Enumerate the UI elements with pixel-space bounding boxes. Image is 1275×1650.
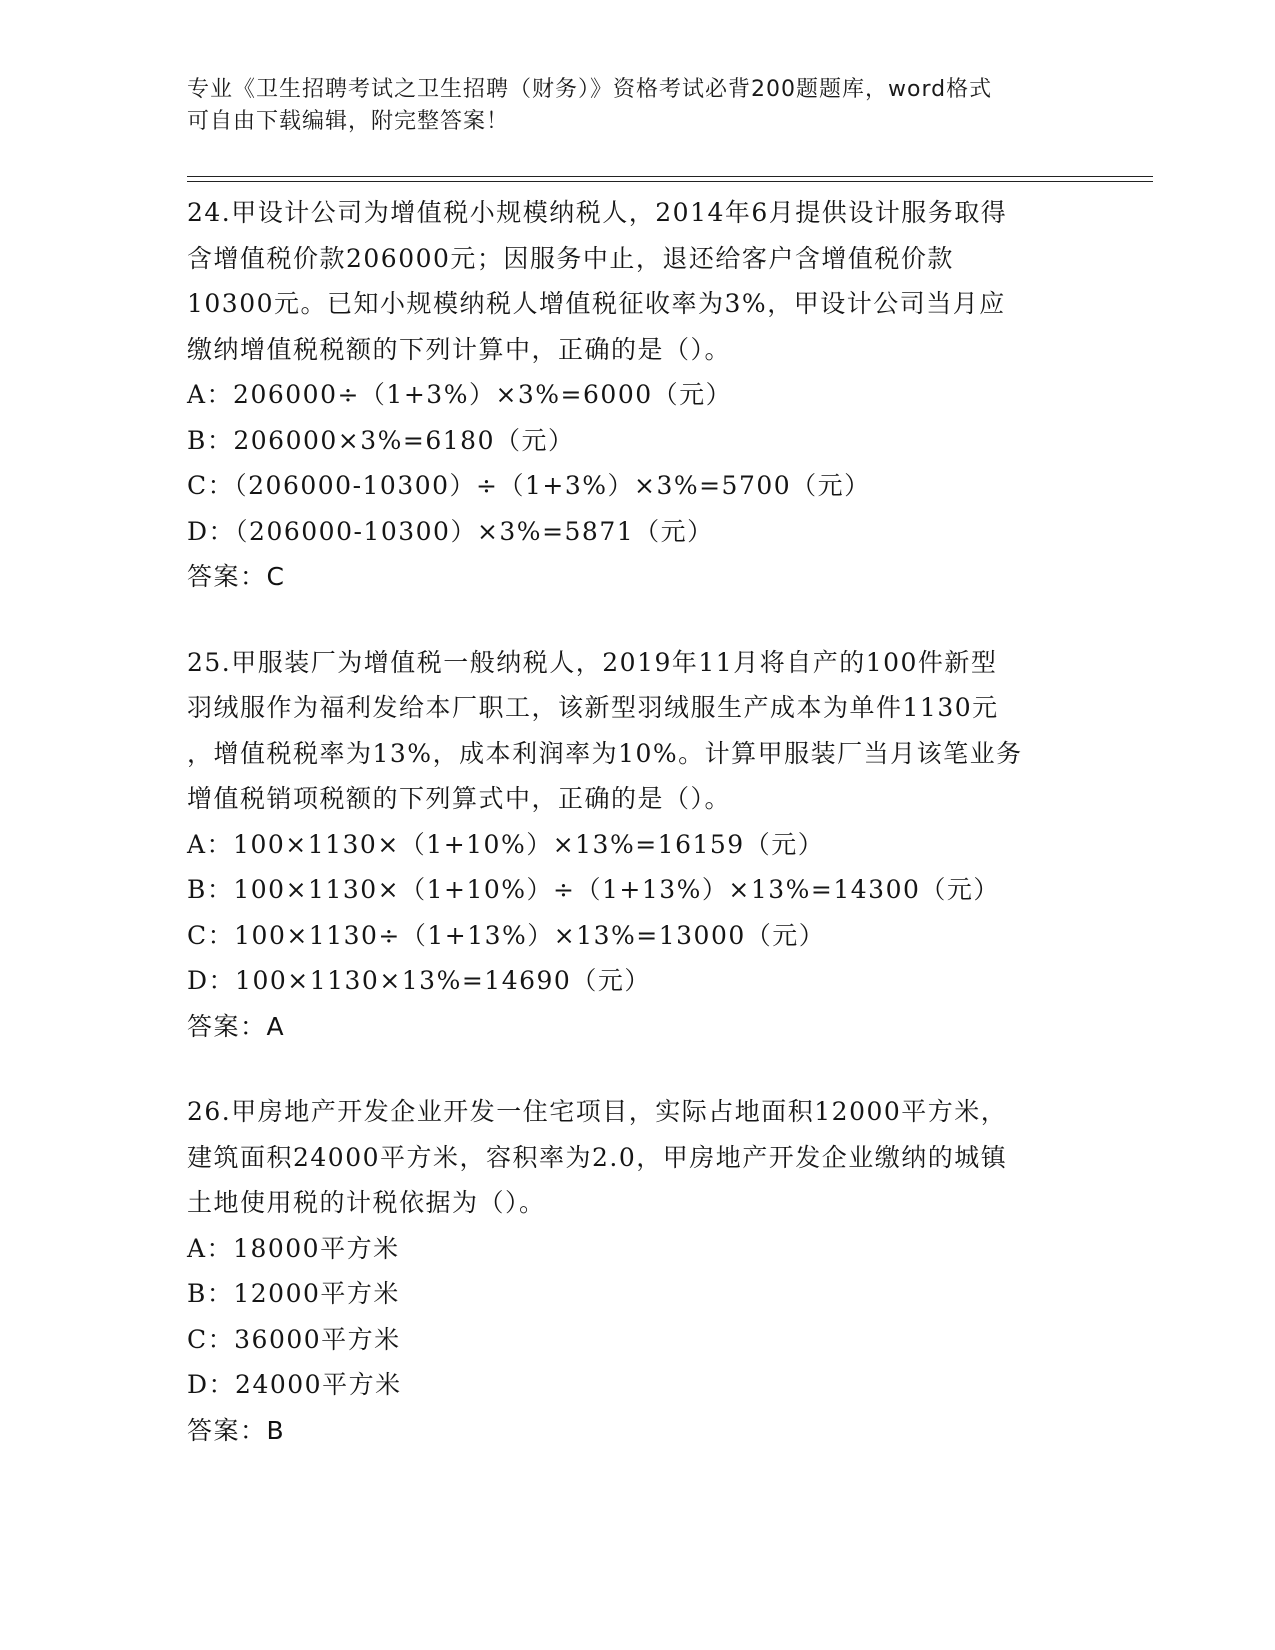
stem-line: ，增值税税率为13%，成本利润率为10%。计算甲服装厂当月该笔业务	[187, 738, 1023, 768]
answer-line: 答案：B	[187, 1415, 286, 1445]
option-c: C：36000平方米	[187, 1324, 401, 1354]
option-d: D：24000平方米	[187, 1370, 402, 1399]
header-line-1: 专业《卫生招聘考试之卫生招聘（财务）》资格考试必背200题题库，word格式	[187, 77, 993, 102]
question-24	[187, 190, 1087, 600]
question-stem	[187, 640, 1087, 822]
option-b: B：206000×3%=6180（元）	[187, 425, 575, 455]
header-line-2: 可自由下载编辑，附完整答案！	[187, 109, 510, 134]
stem-line: 含增值税价款206000元；因服务中止，退还给客户含增值税价款	[187, 243, 954, 273]
option-d: D：100×1130×13%=14690（元）	[187, 966, 651, 995]
option-d: D：（206000-10300）×3%=5871（元）	[187, 516, 714, 546]
option-a: A：100×1130×（1+10%）×13%=16159（元）	[187, 829, 825, 859]
question-stem	[187, 190, 1087, 372]
option-c: C：100×1130÷（1+13%）×13%=13000（元）	[187, 920, 826, 950]
option-b: B：100×1130×（1+10%）÷（1+13%）×13%=14300（元）	[187, 875, 1000, 904]
stem-line: 土地使用税的计税依据为（）。	[187, 1188, 546, 1217]
answer-line: 答案：C	[187, 562, 286, 591]
question-26	[187, 1089, 1087, 1453]
option-b: B：12000平方米	[187, 1279, 400, 1308]
stem-line: 25.甲服装厂为增值税一般纳税人，2019年11月将自产的100件新型	[187, 647, 998, 677]
option-a: A：206000÷（1+3%）×3%=6000（元）	[187, 380, 733, 409]
stem-line: 增值税销项税额的下列算式中，正确的是（）。	[187, 784, 732, 813]
stem-line: 10300元。已知小规模纳税人增值税征收率为3%，甲设计公司当月应	[187, 289, 1006, 318]
answer-line: 答案：A	[187, 1011, 286, 1041]
question-25	[187, 640, 1087, 1050]
option-c: C：（206000-10300）÷（1+3%）×3%=5700（元）	[187, 471, 871, 500]
header-divider-bottom	[187, 181, 1153, 182]
question-stem	[187, 1089, 1087, 1226]
stem-line: 24.甲设计公司为增值税小规模纳税人，2014年6月提供设计服务取得	[187, 198, 1008, 227]
header-divider-top	[187, 176, 1153, 177]
stem-line: 建筑面积24000平方米，容积率为2.0，甲房地产开发企业缴纳的城镇	[187, 1142, 1008, 1172]
question-list	[187, 190, 1087, 1493]
document-header	[187, 74, 1067, 138]
option-a: A：18000平方米	[187, 1233, 400, 1263]
stem-line: 羽绒服作为福利发给本厂职工，该新型羽绒服生产成本为单件1130元	[187, 693, 999, 722]
stem-line: 缴纳增值税税额的下列计算中，正确的是（）。	[187, 334, 732, 364]
stem-line: 26.甲房地产开发企业开发一住宅项目，实际占地面积12000平方米，	[187, 1097, 1008, 1126]
